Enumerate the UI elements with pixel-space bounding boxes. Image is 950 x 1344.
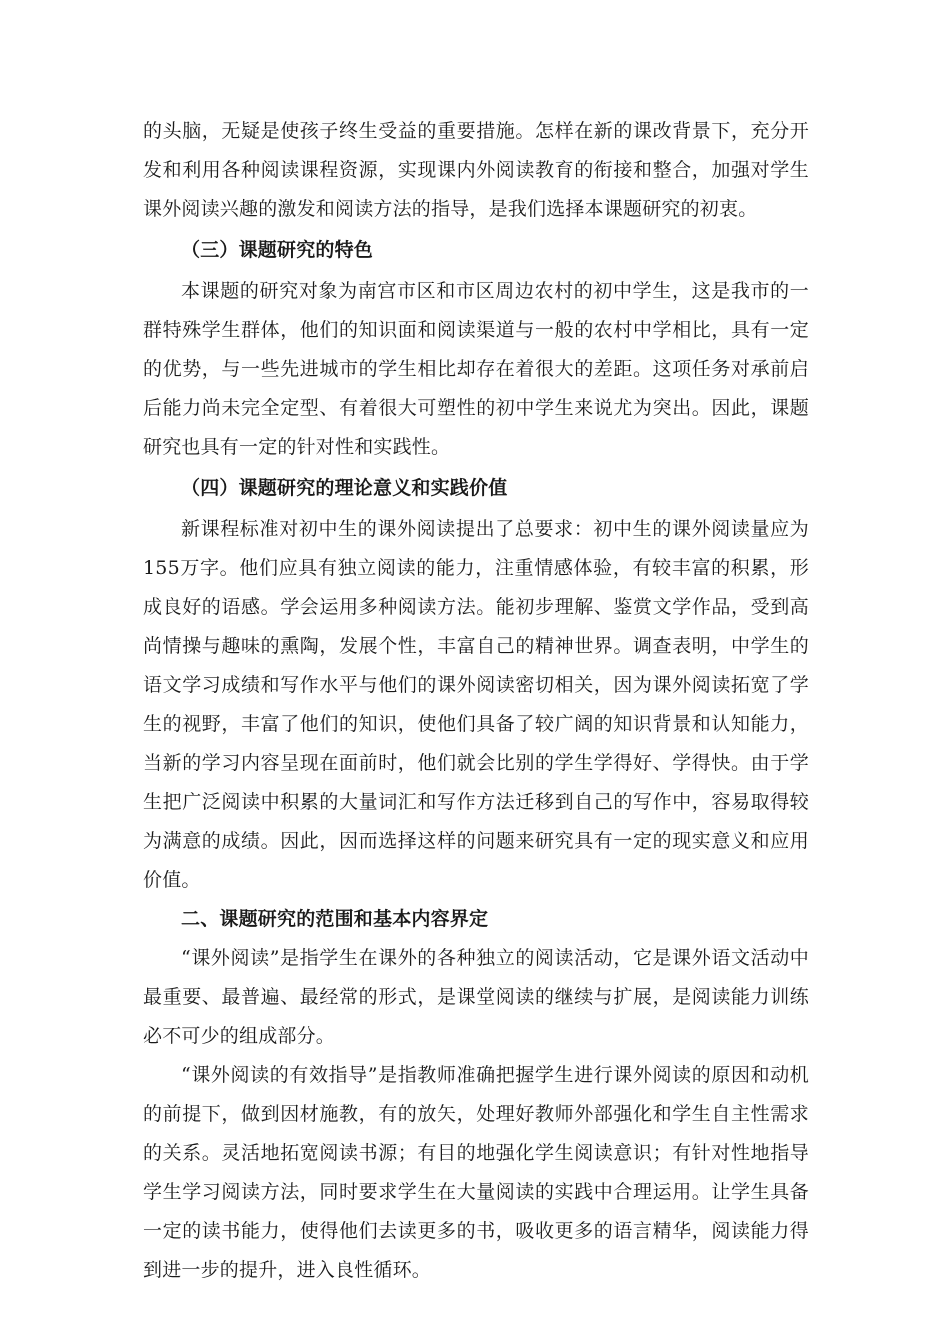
intro-paragraph: 的头脑，无疑是使孩子终生受益的重要措施。怎样在新的课改背景下，充分开发和利用各种阅读课程资源，实现课内外阅读教育的衔接和整合，加强对学生课外阅读兴趣的激发和阅读方法的指导，是我们选择本课题研究的初衷。 bbox=[143, 120, 809, 220]
section-4-paragraph: 新课程标准对初中生的课外阅读提出了总要求：初中生的课外阅读量应为155万字。他们应具有独立阅读的能力，注重情感体验，有较丰富的积累，形成良好的语感。学会运用多种阅读方法。能初步理解、鉴赏文学作品，受到高尚情操与趣味的熏陶，发展个性，丰富自己的精神世界。调查表明，中学生的语文学习成绩和写作水平与他们的课外阅读密切相关，因为课外阅读拓宽了学生的视野，丰富了他们的知识，使他们具备了较广阔的知识背景和认知能力，当新的学习内容呈现在面前时，他们就会比别的学生学得好、学得快。由于学生把广泛阅读中积累的大量词汇和写作方法迁移到自己的写作中，容易取得较为满意的成绩。因此，因而选择这样的问题来研究具有一定的现实意义和应用价值。 bbox=[143, 518, 809, 891]
section-3-heading: （三）课题研究的特色 bbox=[181, 239, 374, 261]
part-2-heading: 二、课题研究的范围和基本内容界定 bbox=[181, 908, 489, 930]
section-3-paragraph: 本课题的研究对象为南宫市区和市区周边农村的初中学生，这是我市的一群特殊学生群体，他们的知识面和阅读渠道与一般的农村中学相比，具有一定的优势，与一些先进城市的学生相比却存在着很大的差距。这项任务对承前启后能力尚未完全定型、有着很大可塑性的初中学生来说尤为突出。因此，课题研究也具有一定的针对性和实践性。 bbox=[143, 280, 809, 458]
document-page bbox=[143, 112, 809, 1290]
part-2-paragraph-1: “课外阅读”是指学生在课外的各种独立的阅读活动，它是课外语文活动中最重要、最普遍、最经常的形式，是课堂阅读的继续与扩展，是阅读能力训练必不可少的组成部分。 bbox=[143, 947, 809, 1047]
section-4-heading: （四）课题研究的理论意义和实践价值 bbox=[181, 477, 508, 499]
part-2-paragraph-2: “课外阅读的有效指导”是指教师准确把握学生进行课外阅读的原因和动机的前提下，做到因材施教，有的放矢，处理好教师外部强化和学生自主性需求的关系。灵活地拓宽阅读书源；有目的地强化学生阅读意识；有针对性地指导学生学习阅读方法，同时要求学生在大量阅读的实践中合理运用。让学生具备一定的读书能力，使得他们去读更多的书，吸收更多的语言精华，阅读能力得到进一步的提升，进入良性循环。 bbox=[143, 1064, 809, 1281]
